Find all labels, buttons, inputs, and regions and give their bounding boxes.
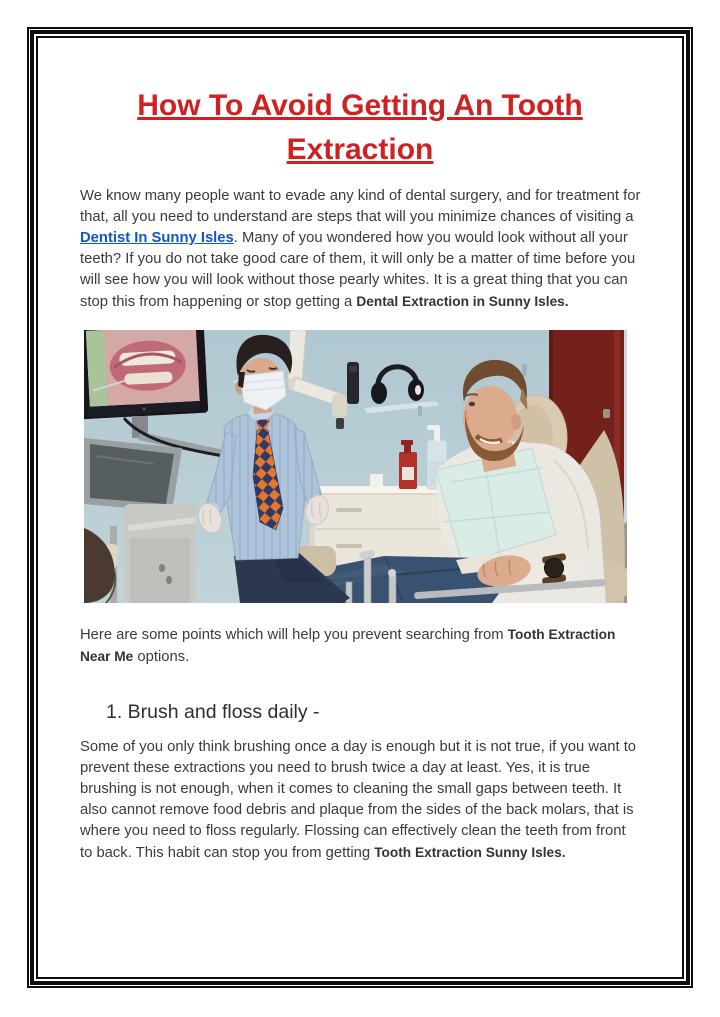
page-border-frame-mid (30, 30, 690, 985)
document-page (36, 36, 684, 979)
bold-keyword: Tooth Extraction Sunny Isles. (374, 845, 566, 860)
bold-keyword: Tooth Extraction Near Me (80, 627, 616, 664)
monitor-teeth-image (86, 330, 200, 407)
text-run: options. (133, 649, 190, 665)
text-run: We know many people want to evade any kind of dental surgery, and for treatment for that, all you need to understand are steps that will you minimize chances of visiting a (80, 188, 641, 225)
wall-phone (347, 362, 359, 404)
brushing-paragraph (80, 737, 642, 864)
dental-clinic-photo (84, 330, 627, 603)
page-border-frame (27, 27, 693, 988)
inline-hyperlink[interactable]: Dentist In Sunny Isles (80, 230, 234, 246)
article-title: How To Avoid Getting An Tooth Extraction (137, 89, 583, 166)
wrist-watch (542, 553, 567, 585)
bold-keyword: Dental Extraction in Sunny Isles. (356, 294, 569, 309)
wall-monitor (84, 330, 208, 419)
intro-paragraph (80, 186, 642, 313)
section-heading-brush-floss: 1. Brush and floss daily - (106, 701, 320, 723)
text-run: Some of you only think brushing once a day is enough but it is not true, if you want to prevent these extractions you need to brush twice a day at least. Yes, it is true brushing is not enough, when it comes to cleaning the small gaps between teeth. It also cannot remove food debris and plaque from the sides of the back molars, that is where you need to floss regularly. Flossing can effectively clean the teeth from front to back. This habit can stop you from getting (80, 739, 637, 861)
article-photo-container (84, 330, 627, 603)
text-run: . Many of you wondered how you would look without all your teeth? If you do not take good care of them, it will only be a matter of time before you will see how you will look without those pearly whites. It is a great thing that you can stop this from happening or stop getting a (80, 230, 636, 310)
wall-hook (522, 364, 527, 376)
points-paragraph (80, 624, 642, 668)
text-run: Here are some points which will help you prevent searching from (80, 627, 508, 643)
